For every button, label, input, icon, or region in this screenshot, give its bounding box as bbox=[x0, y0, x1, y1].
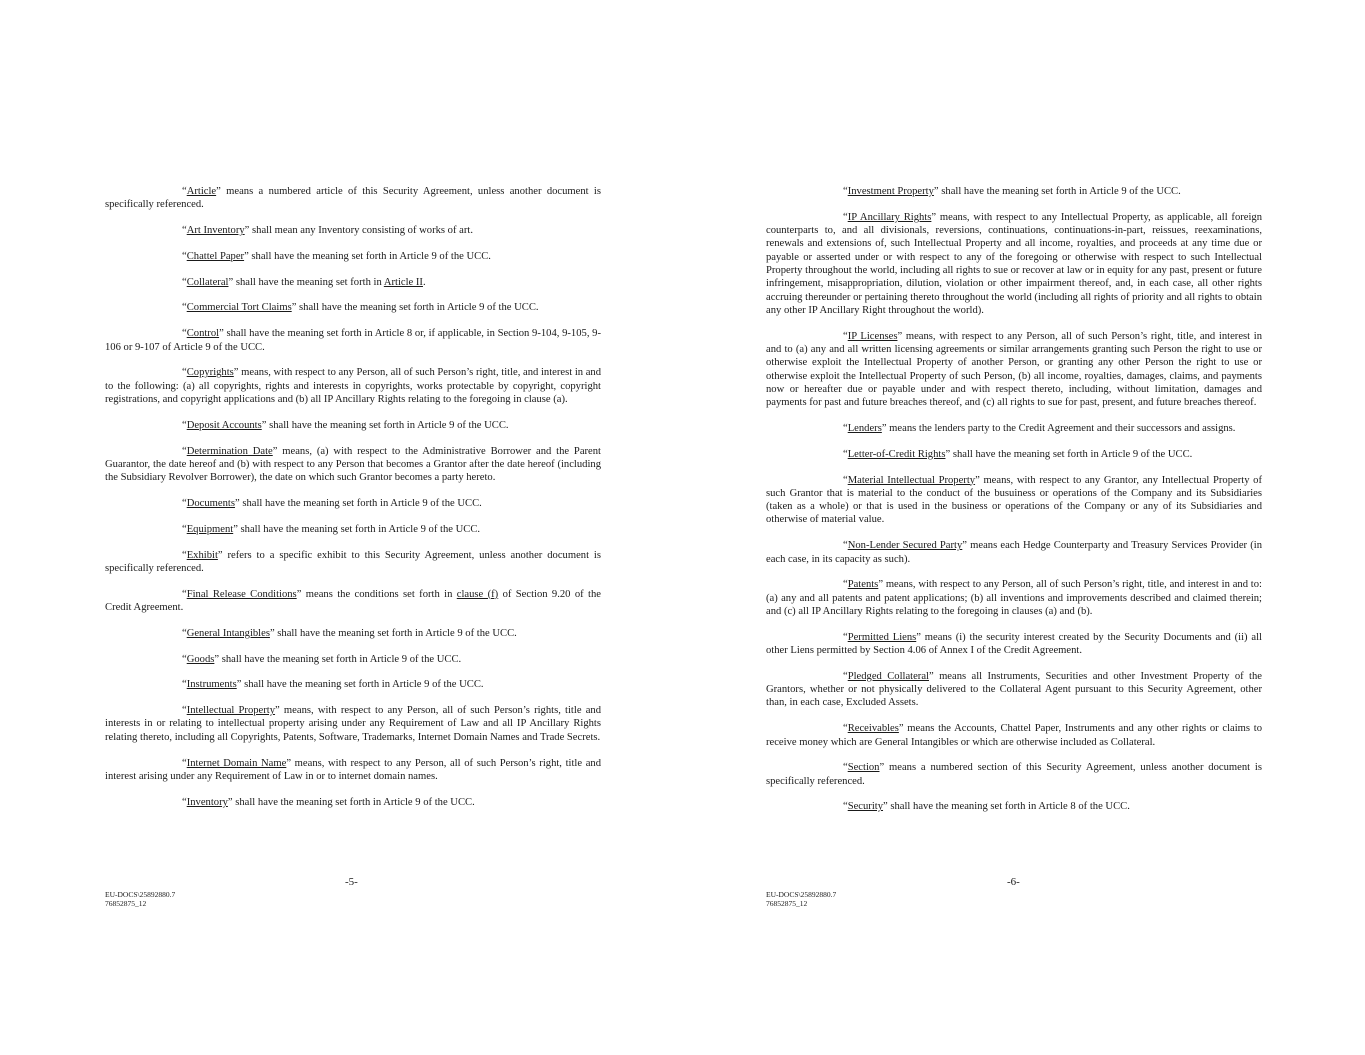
defined-term: Collateral bbox=[186, 276, 229, 288]
definition-text: means, with respect to any Person, all of such Person’s right, title, and interest in and to the following: (a) all copyrights, rights and interests in copyrights, works protectable by copyright, copyright registrations, and copyright applications and (b) all IP Ancillary Rights relating to the foregoing in clause (a). bbox=[105, 367, 601, 405]
definition-paragraph: “Exhibit” refers to a specific exhibit to this Security Agreement, unless another document is specifically referenced. bbox=[105, 549, 601, 574]
document-page-6 bbox=[683, 0, 1365, 1055]
defined-term: Security bbox=[847, 801, 884, 813]
defined-term: General Intangibles bbox=[186, 627, 270, 639]
definition-text: means, with respect to any Person, all of such Person’s right, title, and interest in and to: (a) any and all patents and patent applications; (b) all inventions and improvements described and claimed therein; and (c) all IP Ancillary Rights relating to the foregoing in clauses (a) and (b). bbox=[766, 579, 1262, 617]
definition-paragraph: “Final Release Conditions” means the conditions set forth in clause (f) of Section 9.20 of the Credit Agreement. bbox=[105, 588, 601, 613]
definition-paragraph: “Intellectual Property” means, with respect to any Person, all of such Person’s rights, title and interests in or relating to intellectual property arising under any Requirement of Law and all IP Ancillary Rights relating thereto, including all Copyrights, Patents, Software, Trademarks, Internet Domain Names and Trade Secrets. bbox=[105, 705, 602, 743]
definition-text: shall have the meaning set forth in Article 9 of the UCC. bbox=[232, 796, 475, 808]
definition-text: means all Instruments, Securities and other Investment Property of the Grantors, whether or not physically delivered to the Collateral Agent pursuant to this Security Agreement, other than, in each case, Excluded Assets. bbox=[766, 670, 1262, 709]
defined-term: Copyrights bbox=[186, 367, 234, 379]
definition-text: means the lenders party to the Credit Agreement and their successors and assigns. bbox=[886, 422, 1236, 434]
defined-term: Patents bbox=[847, 579, 879, 591]
definition-paragraph: “Internet Domain Name” means, with respect to any Person, all of such Person’s right, title and interest arising under any Requirement of Law in or to internet domain names. bbox=[105, 757, 601, 782]
page-number: -5- bbox=[345, 876, 358, 888]
definition-paragraph: “Instruments” shall have the meaning set forth in Article 9 of the UCC. bbox=[182, 679, 484, 691]
definition-paragraph: “Chattel Paper” shall have the meaning set forth in Article 9 of the UCC. bbox=[182, 250, 491, 262]
definition-paragraph: “Documents” shall have the meaning set forth in Article 9 of the UCC. bbox=[182, 497, 482, 509]
definition-paragraph: “IP Ancillary Rights” means, with respect to any Intellectual Property, as applicable, all foreign counterparts to, and all divisionals, reversions, continuations, continuations-in-part, reissues, reexaminations, renewals and extensions of, such Intellectual Property and all income, royalties, and proceeds at any time due or payable or asserted under or with respect to any of the foregoing or otherwise with respect to such Intellectual Property throughout the world, including all rights to sue or recover at law or in equity for any past, present or future infringement, misappropriation, dilution, violation or other impairment thereof, and, in each case, all other rights accruing thereunder or pertaining thereto throughout the world (including all rights of priority and all rights to obtain any other IP Ancillary Right throughout the world). bbox=[766, 211, 1263, 316]
definition-text: shall have the meaning set forth in Article 9 of the UCC. bbox=[950, 448, 1193, 460]
definition-paragraph: “Patents” means, with respect to any Person, all of such Person’s right, title, and interest in and to: (a) any and all patents and patent applications; (b) all inventions and improvements described and claimed therein; and (c) all IP Ancillary Rights relating to the foregoing in clauses (a) and (b). bbox=[766, 579, 1262, 617]
definition-paragraph: “Receivables” means the Accounts, Chattel Paper, Instruments and any other rights or claims to receive money which are General Intangibles or which are otherwise included as Collateral. bbox=[766, 723, 1262, 748]
definition-text: means, with respect to any Grantor, any Intellectual Property of such Grantor that is material to the conduct of the busuiness or operations of the Company and its Subsidiaries (taken as a whole) or that is used in the business or operations of the Company or any of its Subsidiaries and otherwise of material value. bbox=[766, 474, 1262, 526]
definition-paragraph: “Security” shall have the meaning set forth in Article 8 of the UCC. bbox=[843, 801, 1130, 813]
definition-text: shall have the meaning set forth in Article 9 of the UCC. bbox=[219, 653, 462, 665]
cross-reference: clause (f) bbox=[456, 588, 499, 600]
defined-term: Permitted Liens bbox=[847, 631, 917, 643]
defined-term: Art Inventory bbox=[186, 225, 245, 237]
definition-text: means a numbered article of this Security Agreement, unless another document is specifically referenced. bbox=[105, 186, 601, 211]
definition-paragraph: “Permitted Liens” means (i) the security interest created by the Security Documents and (ii) all other Liens permitted by Section 4.06 of Annex I of the Credit Agreement. bbox=[766, 631, 1262, 657]
definition-text: shall have the meaning set forth in Article 9 of the UCC. bbox=[239, 497, 482, 509]
definition-text: shall have the meaning set forth in Article 8 of the UCC. bbox=[887, 801, 1130, 813]
defined-term: Final Release Conditions bbox=[186, 588, 297, 600]
defined-term: Non-Lender Secured Party bbox=[847, 540, 963, 552]
definition-paragraph: “Inventory” shall have the meaning set forth in Article 9 of the UCC. bbox=[182, 796, 475, 808]
definition-paragraph: “Section” means a numbered section of this Security Agreement, unless another document is specifically referenced. bbox=[766, 762, 1262, 787]
definition-text: shall have the meaning set forth in Article 9 of the UCC. bbox=[241, 679, 484, 691]
definition-text: means, with respect to any Intellectual Property, as applicable, all foreign counterparts to, and all divisionals, reversions, continuations, continuations-in-part, reissues, reexaminations, renewals and extensions of, such Intellectual Property and all income, royalties, and proceeds at any time due or payable or asserted under or with respect to any of the foregoing or otherwise with respect to such Intellectual Property throughout the world, including all rights to sue or recover at law or in equity for any past, present or future infringement, misappropriation, dilution, violation or other impairment thereof, and, in each case, all other rights accruing thereunder or pertaining thereto throughout the world (including all rights of priority and all rights to obtain any other IP Ancillary Right throughout the world). bbox=[766, 211, 1263, 316]
defined-term: Intellectual Property bbox=[186, 705, 276, 717]
definition-text: shall have the meaning set forth in bbox=[233, 276, 384, 288]
defined-term: Article bbox=[186, 186, 217, 197]
document-footer bbox=[766, 890, 836, 908]
definition-text: shall mean any Inventory consisting of works of art. bbox=[249, 225, 473, 237]
document-footer bbox=[105, 890, 175, 908]
definition-paragraph: “IP Licenses” means, with respect to any Person, all of such Person’s right, title, and interest in and to (a) any and all written licensing agreements or similar arrangements granting such Person the right to use or otherwise exploit the Intellectual Property of another Person, or granting any other Person the right to use or otherwise exploit the Intellectual Property of such Person, (b) all income, royalties, damages, claims, and payments now or hereafter due or payable under and with respect thereto, including, without limitation, damages and payments for past and future breaches thereof, and (c) all rights to sue for past, present, and future breaches thereof. bbox=[766, 330, 1262, 409]
definition-text-tail: . bbox=[422, 276, 426, 288]
definition-paragraph: “Deposit Accounts” shall have the meaning set forth in Article 9 of the UCC. bbox=[182, 419, 509, 431]
definition-paragraph: “Material Intellectual Property” means, with respect to any Grantor, any Intellectual Property of such Grantor that is material to the conduct of the busuiness or operations of the Company and its Subsidiaries (taken as a whole) or that is used in the business or operations of the Company or any of its Subsidiaries and otherwise of material value. bbox=[766, 474, 1262, 526]
definition-text: refers to a specific exhibit to this Security Agreement, unless another document is specifically referenced. bbox=[105, 549, 601, 574]
defined-term: Documents bbox=[186, 497, 235, 509]
footer-doc-id: EU-DOCS\25892880.7 bbox=[766, 890, 837, 899]
definition-paragraph: “Equipment” shall have the meaning set forth in Article 9 of the UCC. bbox=[182, 523, 481, 535]
defined-term: Exhibit bbox=[186, 549, 218, 561]
defined-term: Inventory bbox=[186, 796, 228, 808]
defined-term: Commercial Tort Claims bbox=[186, 302, 292, 314]
definition-paragraph: “Control” shall have the meaning set forth in Article 8 or, if applicable, in Section 9-104, 9-105, 9-106 or 9-107 of Article 9 of the UCC. bbox=[105, 328, 601, 353]
definition-text: shall have the meaning set forth in Article 9 of the UCC. bbox=[266, 419, 509, 431]
definition-paragraph: “Lenders” means the lenders party to the Credit Agreement and their successors and assigns. bbox=[843, 422, 1236, 434]
defined-term: Investment Property bbox=[847, 186, 934, 197]
definition-text: means, (a) with respect to the Administrative Borrower and the Parent Guarantor, the date hereof and (b) with respect to any Person that becomes a Grantor after the date hereof (including the Subsidiary Revolver Borrower), the date on which such Grantor becomes a party hereto. bbox=[105, 445, 601, 484]
definition-paragraph: “Article” means a numbered article of this Security Agreement, unless another document is specifically referenced. bbox=[105, 186, 601, 211]
footer-ref-number: 76852875_12 bbox=[766, 899, 808, 908]
definitions-column bbox=[105, 185, 601, 821]
cross-reference: Article II bbox=[383, 276, 423, 288]
definition-text-tail: of Section 9.20 of the Credit Agreement. bbox=[105, 588, 601, 613]
definition-text: shall have the meaning set forth in Article 8 or, if applicable, in Section 9-104, 9-105, 9-106 or 9-107 of Article 9 of the UCC. bbox=[105, 328, 601, 353]
defined-term: Instruments bbox=[186, 679, 237, 691]
defined-term: Equipment bbox=[186, 523, 234, 535]
definition-paragraph: “Art Inventory” shall mean any Inventory consisting of works of art. bbox=[182, 225, 473, 237]
definition-text: shall have the meaning set forth in Article 9 of the UCC. bbox=[237, 523, 481, 535]
definition-text: shall have the meaning set forth in Article 9 of the UCC. bbox=[938, 186, 1181, 197]
defined-term: Receivables bbox=[847, 723, 899, 735]
definition-paragraph: “Commercial Tort Claims” shall have the meaning set forth in Article 9 of the UCC. bbox=[182, 302, 539, 314]
definition-text: means the Accounts, Chattel Paper, Instruments and any other rights or claims to receive money which are General Intangibles or which are otherwise included as Collateral. bbox=[766, 723, 1262, 748]
defined-term: Deposit Accounts bbox=[186, 419, 262, 431]
defined-term: Pledged Collateral bbox=[847, 670, 929, 682]
defined-term: Goods bbox=[186, 653, 215, 665]
defined-term: Determination Date bbox=[186, 445, 273, 457]
defined-term: Chattel Paper bbox=[186, 250, 245, 262]
definition-paragraph: “Determination Date” means, (a) with respect to the Administrative Borrower and the Parent Guarantor, the date hereof and (b) with respect to any Person that becomes a Grantor after the date hereof (including the Subsidiary Revolver Borrower), the date on which such Grantor becomes a party hereto. bbox=[105, 445, 601, 484]
definition-text: means (i) the security interest created by the Security Documents and (ii) all other Liens permitted by Section 4.06 of Annex I of the Credit Agreement. bbox=[766, 631, 1262, 657]
definition-text: means a numbered section of this Security Agreement, unless another document is specifically referenced. bbox=[766, 762, 1262, 787]
defined-term: Material Intellectual Property bbox=[847, 474, 976, 486]
definition-text: means the conditions set forth in bbox=[301, 588, 457, 600]
defined-term: Control bbox=[186, 328, 220, 340]
document-page-5 bbox=[0, 0, 682, 1055]
definition-paragraph: “Copyrights” means, with respect to any Person, all of such Person’s right, title, and interest in and to the following: (a) all copyrights, rights and interests in copyrights, works protectable by copyright, copyright registrations, and copyright applications and (b) all IP Ancillary Rights relating to the foregoing in clause (a). bbox=[105, 367, 601, 405]
definition-text: means, with respect to any Person, all of such Person’s right, title and interest arising under any Requirement of Law in or to internet domain names. bbox=[105, 757, 601, 782]
defined-term: Letter-of-Credit Rights bbox=[847, 448, 946, 460]
definition-text: shall have the meaning set forth in Article 9 of the UCC. bbox=[248, 250, 491, 262]
definition-paragraph: “General Intangibles” shall have the meaning set forth in Article 9 of the UCC. bbox=[182, 627, 517, 639]
definition-paragraph: “Investment Property” shall have the meaning set forth in Article 9 of the UCC. bbox=[843, 186, 1181, 197]
definition-text: means, with respect to any Person, all of such Person’s rights, title and interests in or relating to intellectual property arising under any Requirement of Law and all IP Ancillary Rights relating thereto, including all Copyrights, Patents, Software, Trademarks, Internet Domain Names and Trade Secrets. bbox=[105, 705, 602, 743]
defined-term: IP Licenses bbox=[847, 330, 898, 342]
footer-ref-number: 76852875_12 bbox=[105, 899, 147, 908]
definitions-column bbox=[766, 185, 1262, 826]
definition-paragraph: “Letter-of-Credit Rights” shall have the meaning set forth in Article 9 of the UCC. bbox=[843, 448, 1193, 460]
definition-text: shall have the meaning set forth in Article 9 of the UCC. bbox=[296, 302, 539, 314]
definition-paragraph: “Pledged Collateral” means all Instruments, Securities and other Investment Property of the Grantors, whether or not physically delivered to the Collateral Agent pursuant to this Security Agreement, other than, in each case, Excluded Assets. bbox=[766, 670, 1262, 709]
footer-doc-id: EU-DOCS\25892880.7 bbox=[105, 890, 176, 899]
definition-text: means each Hedge Counterparty and Treasury Services Provider (in each case, in its capacity as such). bbox=[766, 540, 1262, 565]
definition-paragraph: “Non-Lender Secured Party” means each Hedge Counterparty and Treasury Services Provider (in each case, in its capacity as such). bbox=[766, 540, 1262, 565]
page-number: -6- bbox=[1007, 876, 1020, 888]
definition-paragraph: “Goods” shall have the meaning set forth in Article 9 of the UCC. bbox=[182, 653, 462, 665]
definition-text: shall have the meaning set forth in Article 9 of the UCC. bbox=[274, 627, 517, 639]
defined-term: IP Ancillary Rights bbox=[847, 211, 932, 223]
defined-term: Section bbox=[847, 762, 880, 774]
defined-term: Internet Domain Name bbox=[186, 757, 287, 769]
definition-paragraph: “Collateral” shall have the meaning set forth in Article II. bbox=[182, 276, 426, 288]
definition-text: means, with respect to any Person, all of such Person’s right, title, and interest in and to (a) any and all written licensing agreements or similar arrangements granting such Person the right to use or otherwise exploit the Intellectual Property of another Person, or granting any other Person the right to use or otherwise exploit the Intellectual Property of such Person, (b) all income, royalties, damages, claims, and payments now or hereafter due or payable under and with respect thereto, including, without limitation, damages and payments for past and future breaches thereof, and (c) all rights to sue for past, present, and future breaches thereof. bbox=[766, 330, 1262, 409]
defined-term: Lenders bbox=[847, 422, 882, 434]
